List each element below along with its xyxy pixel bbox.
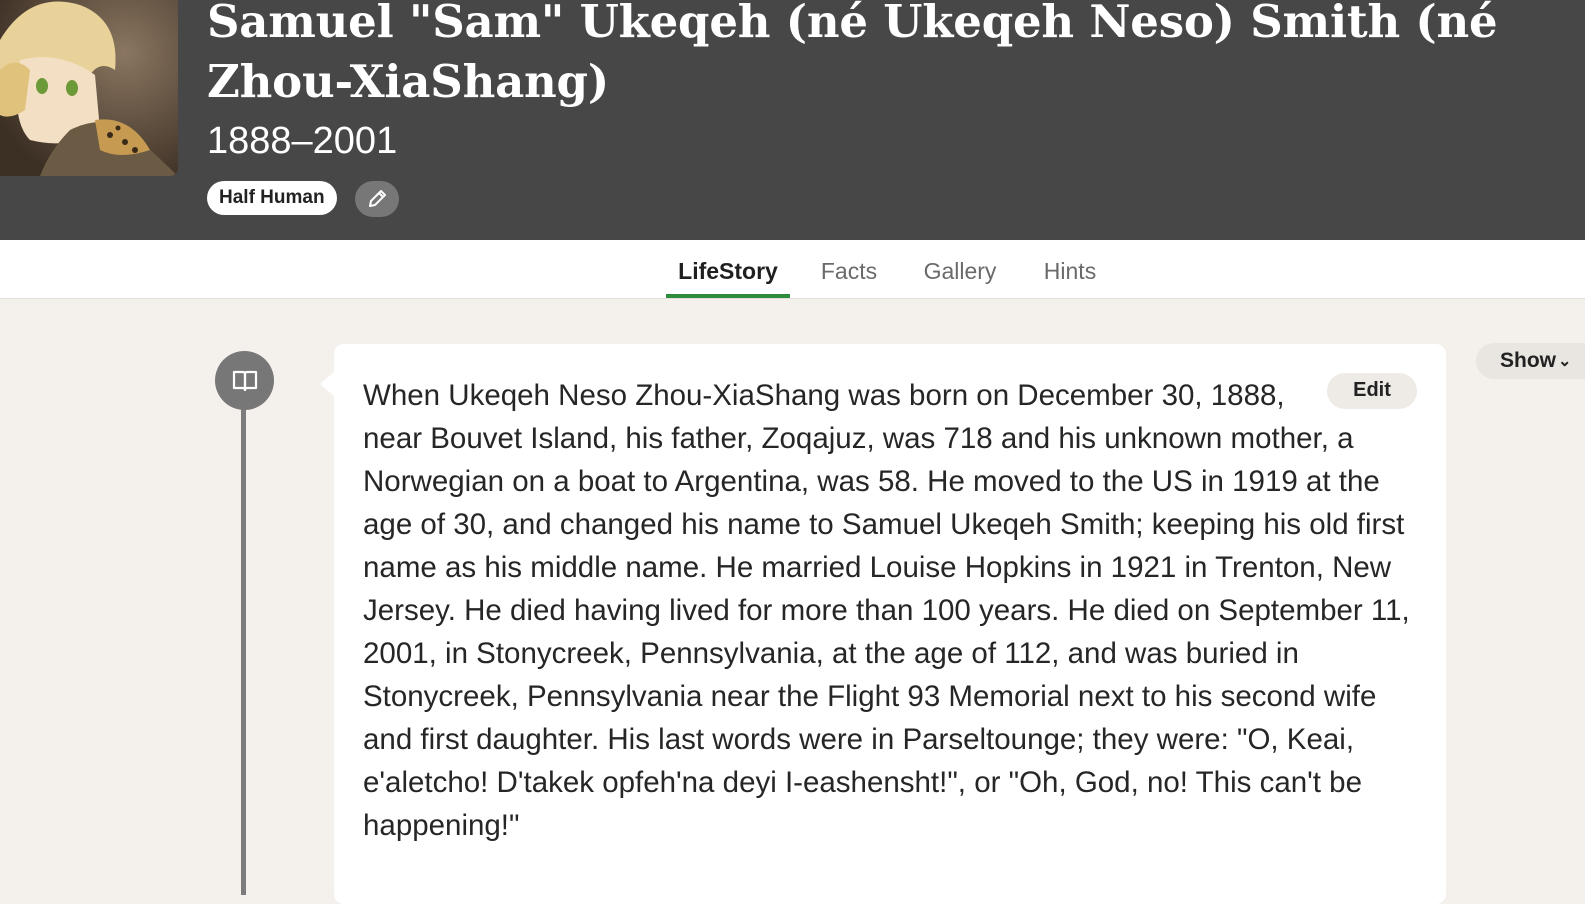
life-dates: 1888–2001 bbox=[207, 120, 398, 162]
show-button[interactable] bbox=[1476, 343, 1585, 379]
person-header bbox=[0, 0, 1585, 240]
lifestory-card bbox=[334, 344, 1446, 904]
tab-hints[interactable]: Hints bbox=[1043, 258, 1097, 284]
lifestory-text: When Ukeqeh Neso Zhou-XiaShang was born on December 30, 1888, near Bouvet Island, his father, Zoqajuz, was 718 and his unknown mother, a Norwegian on a boat to Argentina, was 58. He moved to the US in 1919 at the age of 30, and changed his name to Samuel Ukeqeh Smith; keeping his old first name as his middle name. He married Louise Hopkins in 1921 in Trenton, New Jersey. He died having lived for more than 100 years. He died on September 11, 2001, in Stonycreek, Pennsylvania, at the age of 112, and was buried in Stonycreek, Pennsylvania near the Flight 93 Memorial next to his second wife and first daughter. His last words were in Parseltounge; they were: "O, Keai, e'aletcho! D'takek opfeh'na deyi I-eashensht!", or "Oh, God, no! This can't be happening!" bbox=[363, 379, 1410, 842]
pencil-icon bbox=[366, 188, 388, 210]
edit-person-button[interactable] bbox=[355, 181, 399, 217]
timeline-marker bbox=[215, 351, 274, 410]
show-button-label: Show bbox=[1500, 349, 1556, 372]
edit-story-button[interactable]: Edit bbox=[1327, 373, 1417, 409]
portrait-image bbox=[0, 0, 178, 176]
lifestory-text-block bbox=[363, 374, 1423, 847]
status-badge[interactable]: Half Human bbox=[207, 181, 337, 215]
tab-gallery[interactable]: Gallery bbox=[923, 258, 997, 284]
tab-lifestory[interactable]: LifeStory bbox=[666, 240, 790, 298]
timeline-line bbox=[241, 400, 246, 895]
tab-facts[interactable]: Facts bbox=[820, 258, 878, 284]
profile-portrait[interactable] bbox=[0, 0, 178, 176]
book-icon bbox=[231, 369, 259, 393]
person-name: Samuel "Sam" Ukeqeh (né Ukeqeh Neso) Smith (né Zhou-XiaShang) bbox=[207, 0, 1498, 108]
tab-bar bbox=[0, 240, 1585, 299]
chevron-down-icon: ⌄ bbox=[1558, 353, 1572, 370]
